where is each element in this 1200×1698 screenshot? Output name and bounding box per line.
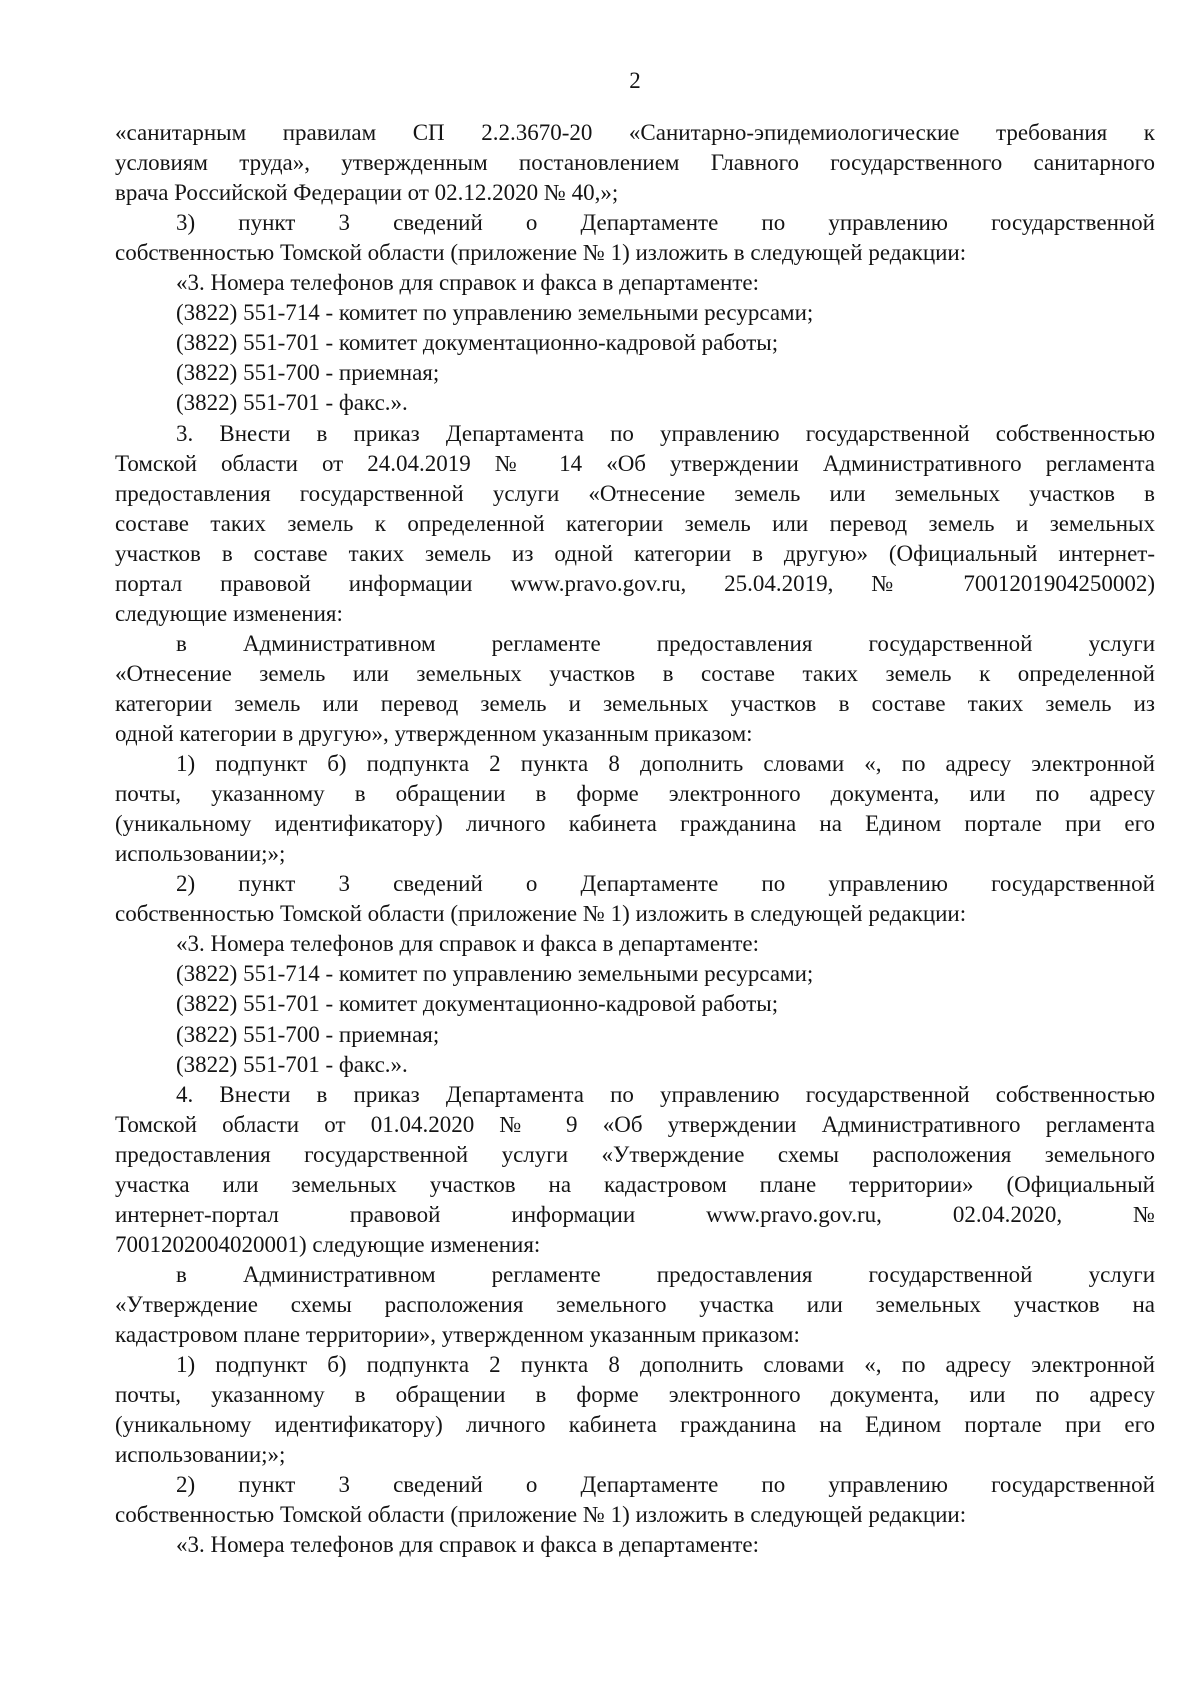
text-line: врача Российской Федерации от 02.12.2020 № 40,»; xyxy=(115,180,619,205)
text-line: условиям труда», утвержденным постановлением Главного государственного санитарного xyxy=(115,150,1155,175)
text-line: категории земель или перевод земель и земельных участков в составе таких земель из xyxy=(115,691,1155,716)
text-line: кадастровом плане территории», утвержденном указанным приказом: xyxy=(115,1322,800,1347)
text-line: участка или земельных участков на кадастровом плане территории» (Официальный xyxy=(115,1172,1155,1197)
text-line: (3822) 551-700 - приемная; xyxy=(176,1022,440,1047)
text-line: (3822) 551-701 - факс.». xyxy=(176,390,408,415)
text-line: (3822) 551-714 - комитет по управлению земельными ресурсами; xyxy=(176,961,814,986)
text-line: (3822) 551-701 - факс.». xyxy=(176,1052,408,1077)
text-line: собственностью Томской области (приложение № 1) изложить в следующей редакции: xyxy=(115,240,967,265)
text-line: собственностью Томской области (приложение № 1) изложить в следующей редакции: xyxy=(115,1502,967,1527)
text-line: (уникальному идентификатору) личного кабинета гражданина на Едином портале при его xyxy=(115,1412,1155,1437)
page-number: 2 xyxy=(629,68,641,93)
text-line: 1) подпункт б) подпункта 2 пункта 8 дополнить словами «, по адресу электронной xyxy=(176,751,1155,776)
text-line: (3822) 551-714 - комитет по управлению земельными ресурсами; xyxy=(176,300,814,325)
text-line: (3822) 551-701 - комитет документационно-кадровой работы; xyxy=(176,991,779,1016)
text-line: следующие изменения: xyxy=(115,601,343,626)
text-line: 7001202004020001) следующие изменения: xyxy=(115,1232,541,1257)
text-line: 1) подпункт б) подпункта 2 пункта 8 дополнить словами «, по адресу электронной xyxy=(176,1352,1155,1377)
text-line: портал правовой информации www.pravo.gov.ru, 25.04.2019, № 7001201904250002) xyxy=(115,571,1155,596)
text-line: (уникальному идентификатору) личного кабинета гражданина на Едином портале при его xyxy=(115,811,1155,836)
text-line: в Административном регламенте предоставления государственной услуги xyxy=(176,631,1155,656)
text-line: почты, указанному в обращении в форме электронного документа, или по адресу xyxy=(115,1382,1155,1407)
text-line: почты, указанному в обращении в форме электронного документа, или по адресу xyxy=(115,781,1155,806)
text-line: Томской области от 24.04.2019 № 14 «Об утверждении Административного регламента xyxy=(115,451,1155,476)
text-line: составе таких земель к определенной категории земель или перевод земель и земельных xyxy=(115,511,1155,536)
text-line: в Административном регламенте предоставления государственной услуги xyxy=(176,1262,1155,1287)
text-line: «3. Номера телефонов для справок и факса в департаменте: xyxy=(176,1532,760,1557)
text-line: собственностью Томской области (приложение № 1) изложить в следующей редакции: xyxy=(115,901,967,926)
text-line: 3. Внести в приказ Департамента по управлению государственной собственностью xyxy=(176,421,1155,446)
text-line: «3. Номера телефонов для справок и факса в департаменте: xyxy=(176,931,760,956)
text-line: «Утверждение схемы расположения земельного участка или земельных участков на xyxy=(115,1292,1155,1317)
text-line: (3822) 551-701 - комитет документационно-кадровой работы; xyxy=(176,330,779,355)
text-line: «3. Номера телефонов для справок и факса в департаменте: xyxy=(176,270,760,295)
text-line: (3822) 551-700 - приемная; xyxy=(176,360,440,385)
text-line: предоставления государственной услуги «Отнесение земель или земельных участков в xyxy=(115,481,1155,506)
text-line: «Отнесение земель или земельных участков в составе таких земель к определенной xyxy=(115,661,1155,686)
text-line: использовании;»; xyxy=(115,841,286,866)
text-line: предоставления государственной услуги «Утверждение схемы расположения земельного xyxy=(115,1142,1155,1167)
text-line: «санитарным правилам СП 2.2.3670-20 «Санитарно-эпидемиологические требования к xyxy=(115,120,1155,145)
text-line: Томской области от 01.04.2020 № 9 «Об утверждении Административного регламента xyxy=(115,1112,1155,1137)
text-line: интернет-портал правовой информации www.pravo.gov.ru, 02.04.2020, № xyxy=(115,1202,1155,1227)
text-line: участков в составе таких земель из одной категории в другую» (Официальный интернет- xyxy=(115,541,1155,566)
text-line: 3) пункт 3 сведений о Департаменте по управлению государственной xyxy=(176,210,1155,235)
text-line: 4. Внести в приказ Департамента по управлению государственной собственностью xyxy=(176,1082,1155,1107)
text-line: использовании;»; xyxy=(115,1442,286,1467)
text-line: одной категории в другую», утвержденном указанным приказом: xyxy=(115,721,753,746)
text-line: 2) пункт 3 сведений о Департаменте по управлению государственной xyxy=(176,871,1155,896)
text-line: 2) пункт 3 сведений о Департаменте по управлению государственной xyxy=(176,1472,1155,1497)
